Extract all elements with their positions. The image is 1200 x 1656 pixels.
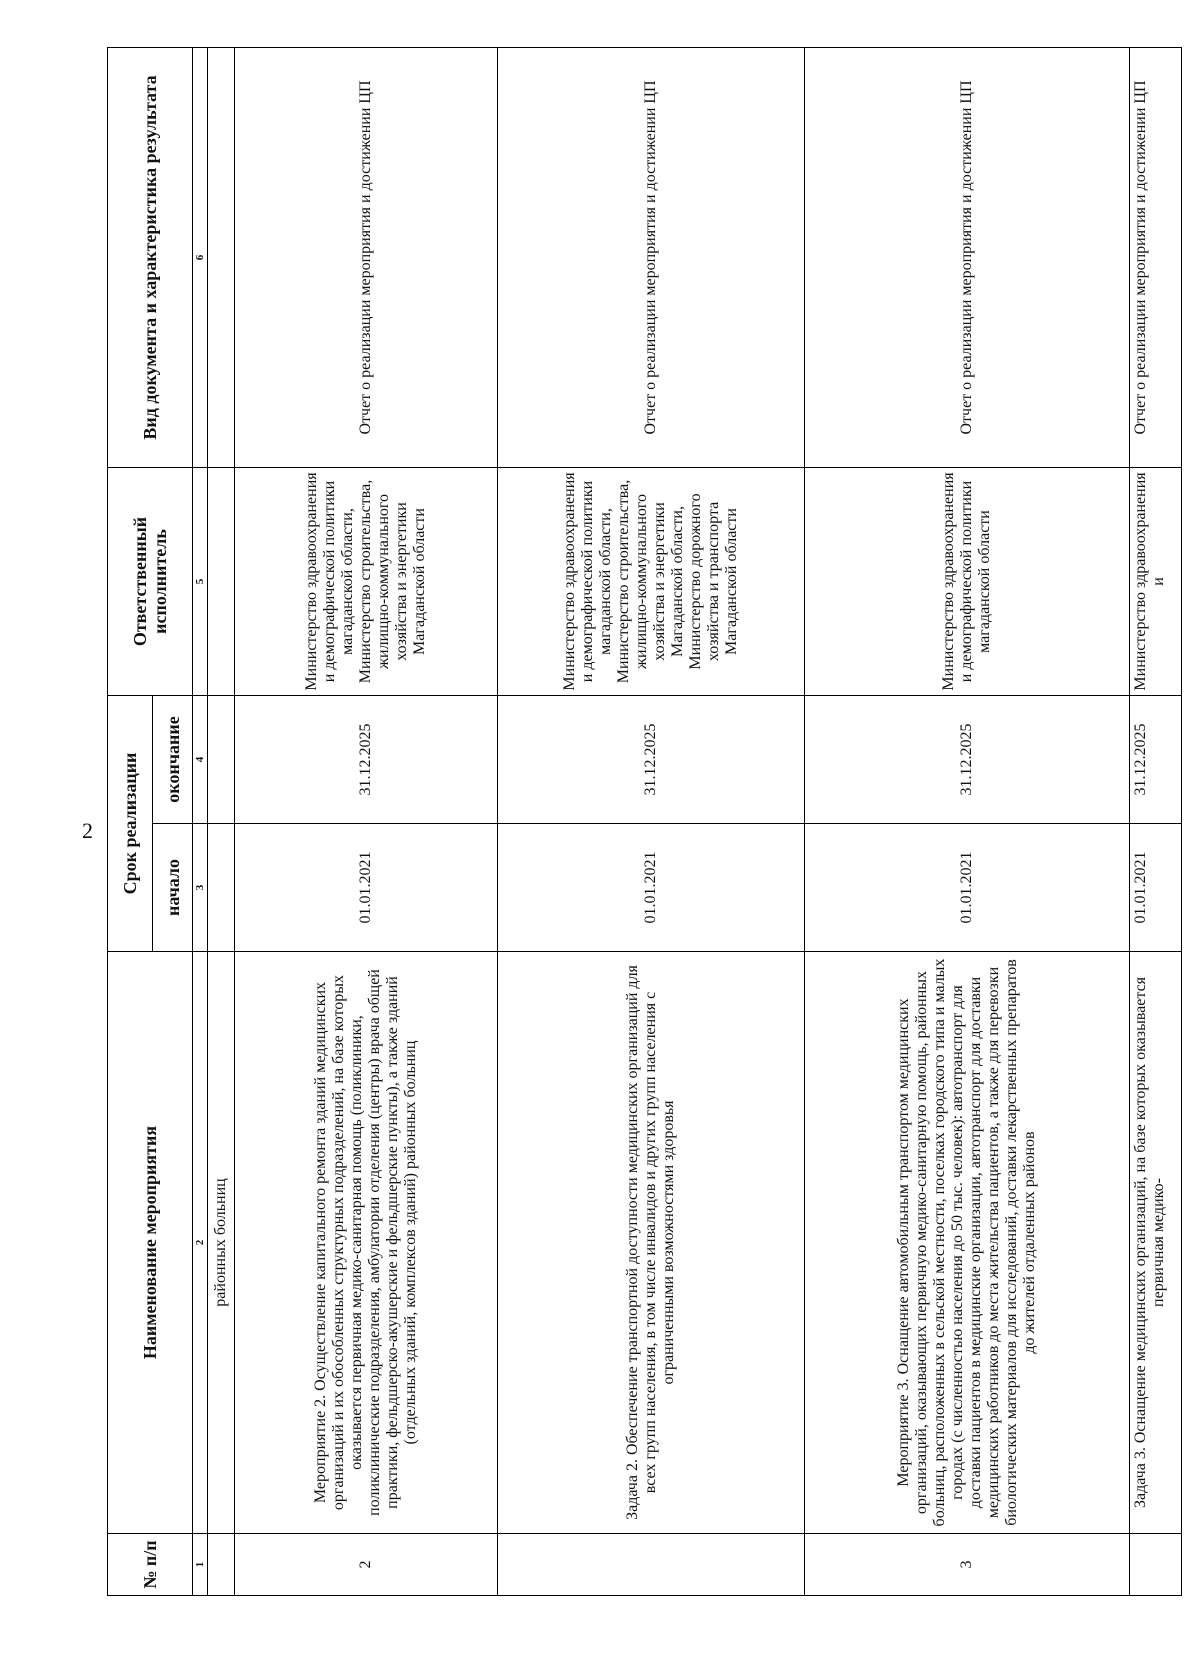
col-number: 4: [193, 695, 207, 823]
header-start: начало: [153, 824, 193, 952]
row-executor: Министерство здравоохранения и демографической политики магаданской области: [804, 467, 1129, 695]
row-start: [207, 824, 234, 952]
row-end: 31.12.2025: [234, 695, 497, 823]
header-term: Срок реализации: [108, 695, 153, 951]
row-doc: Отчет о реализации мероприятия и достижении ЦП: [234, 47, 497, 467]
row-num: [207, 1534, 234, 1596]
table-row: [498, 47, 804, 1595]
col-number: 6: [193, 47, 207, 467]
row-executor: [207, 467, 234, 695]
rotated-table-container: [107, 48, 1182, 1596]
table-row: [1129, 47, 1181, 1595]
header-doc: Вид документа и характеристика результата: [108, 47, 193, 467]
col-number: 1: [193, 1534, 207, 1596]
table-row: [207, 47, 234, 1595]
row-name: Мероприятие 2. Осуществление капитального ремонта зданий медицинских организаций и их обособленных структурных подразделений, на базе которых оказывается первичная медико-санитарная помощь (поликлиники, поликлинические подразделения, амбулатории отделения (центры) врача общей практики, фельдшерско-акушерские и фельдшерские пункты), а также зданий (отдельных зданий, комплексов зданий) районных больниц: [234, 952, 497, 1534]
col-number: 2: [193, 952, 207, 1534]
col-number: 5: [193, 467, 207, 695]
row-executor: Министерство здравоохранения и демографической политики магаданской области, Министерство строительства, жилищно-коммунального хозяйства и энергетики Магаданской области, Министерство дорожного хозяйства и транспорта Магаданской области: [498, 467, 804, 695]
row-name: Мероприятие 3. Оснащение автомобильным транспортом медицинских организаций, оказывающих первичную медико-санитарную помощь, районных больниц, расположенных в сельской местности, поселках городского типа и малых городах (с численностью населения до 50 тыс. человек): автотранспорт для доставки пациентов в медицинские организации, автотранспорт для доставки медицинских работников до места жительства пациентов, а также для перевозки биологических материалов для исследований, доставки лекарственных препаратов до жителей отдаленных районов: [804, 952, 1129, 1534]
header-num: № п/п: [108, 1534, 193, 1596]
col-number: 3: [193, 824, 207, 952]
header-executor: Ответственный исполнитель: [108, 467, 193, 695]
row-end: [207, 695, 234, 823]
row-end: 31.12.2025: [804, 695, 1129, 823]
row-executor: Министерство здравоохранения и: [1129, 467, 1181, 695]
row-doc: Отчет о реализации мероприятия и достижении ЦП: [1129, 47, 1181, 467]
row-doc: [207, 47, 234, 467]
row-start: 01.01.2021: [498, 824, 804, 952]
row-name: Задача 2. Обеспечение транспортной доступности медицинских организаций для всех групп населения, в том числе инвалидов и других групп населения с ограниченными возможностями здоровья: [498, 952, 804, 1534]
row-num: 3: [804, 1534, 1129, 1596]
row-start: 01.01.2021: [1129, 824, 1181, 952]
row-executor: Министерство здравоохранения и демографической политики магаданской области, Министерство строительства, жилищно-коммунального хозяйства и энергетики Магаданской области: [234, 467, 497, 695]
row-doc: Отчет о реализации мероприятия и достижении ЦП: [804, 47, 1129, 467]
header-end: окончание: [153, 695, 193, 823]
row-name: Задача 3. Оснащение медицинских организаций, на базе которых оказывается первичная медико-: [1129, 952, 1181, 1534]
table-row: [804, 47, 1129, 1595]
row-end: 31.12.2025: [1129, 695, 1181, 823]
row-num: [498, 1534, 804, 1596]
row-start: 01.01.2021: [234, 824, 497, 952]
row-doc: Отчет о реализации мероприятия и достижении ЦП: [498, 47, 804, 467]
activities-table: [107, 47, 1182, 1596]
row-num: 2: [234, 1534, 497, 1596]
table-row: [234, 47, 497, 1595]
header-name: Наименование мероприятия: [108, 952, 193, 1534]
page-number: 2: [82, 818, 93, 843]
row-end: 31.12.2025: [498, 695, 804, 823]
row-start: 01.01.2021: [804, 824, 1129, 952]
row-name: районных больниц: [207, 952, 234, 1534]
row-num: [1129, 1534, 1181, 1596]
